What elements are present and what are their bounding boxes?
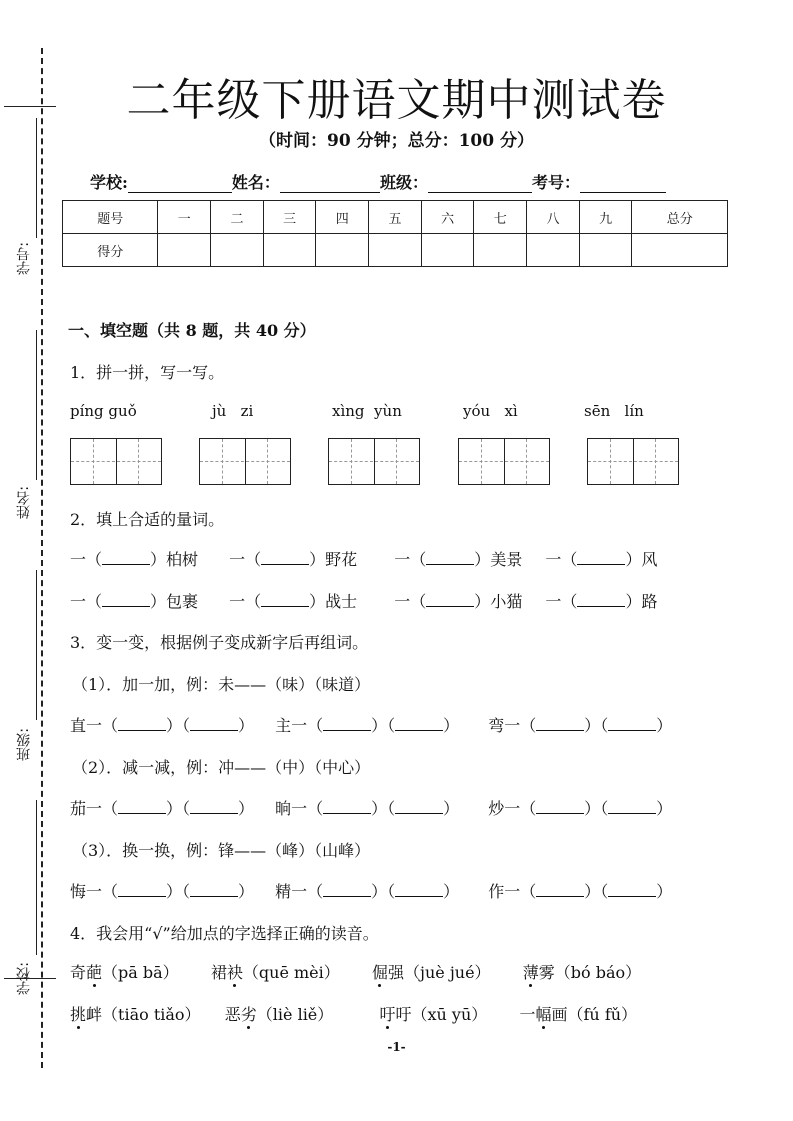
side-fill-line-2: [36, 330, 37, 480]
answer-blank[interactable]: [190, 797, 238, 814]
word-item[interactable]: [70, 963, 179, 982]
answer-blank[interactable]: [608, 880, 656, 897]
score-input-cell[interactable]: [316, 234, 369, 267]
char: 衅: [86, 1005, 103, 1024]
pinyin-1: píng guǒ: [70, 402, 137, 420]
page-title: 二年级下册语文期中测试卷: [126, 75, 667, 126]
measure-prefix: 一（: [70, 550, 103, 569]
q4-row-1: [70, 960, 641, 983]
noun: 风: [641, 550, 658, 569]
score-cell: 四: [316, 201, 369, 234]
score-cell: 九: [579, 201, 632, 234]
answer-blank[interactable]: [395, 880, 443, 897]
char: 恶: [224, 1005, 241, 1024]
pinyin-options: （pā bā）: [102, 963, 179, 982]
q1-prompt: 1．拼一拼，写一写。: [70, 363, 225, 382]
q3-part2-row: 茄一（ ）（ ） 晌一（ ）（ ） 炒一（ ）（ ）: [70, 799, 673, 818]
word-item[interactable]: [70, 1005, 201, 1024]
score-cell: 总分: [632, 201, 728, 234]
side-label-class: 班级:: [16, 728, 32, 761]
word-item[interactable]: [211, 963, 340, 982]
word-item[interactable]: [372, 963, 491, 982]
score-cell: 题号: [63, 201, 158, 234]
dotted-char: 吁: [379, 1005, 396, 1024]
q3-prompt: 3．变一变，根据例子变成新字后再组词。: [70, 633, 369, 652]
measure-blank[interactable]: [102, 590, 150, 607]
score-table-score-row: [63, 234, 728, 267]
exam-time-score: （时间：90 分钟；总分：100 分）: [259, 131, 534, 151]
noun: 小猫: [490, 592, 523, 611]
binding-cut-line: [41, 48, 43, 1068]
char: 画: [551, 1005, 568, 1024]
measure-prefix: 一（: [545, 550, 578, 569]
q2-row-1: 一（ ）柏树 一（ ）野花 一（ ）美景 一（ ）风: [70, 550, 658, 569]
score-input-cell[interactable]: [369, 234, 422, 267]
answer-blank[interactable]: [536, 797, 584, 814]
pinyin-4: yóu xì: [463, 402, 518, 420]
class-label: 班级：: [379, 173, 428, 192]
answer-blank[interactable]: [323, 714, 371, 731]
char-prompt: 精一（: [275, 882, 324, 901]
measure-prefix: 一（: [545, 592, 578, 611]
score-input-cell[interactable]: [579, 234, 632, 267]
measure-blank[interactable]: [261, 590, 309, 607]
char: 吁: [395, 1005, 412, 1024]
char-prompt: 作一（: [488, 882, 537, 901]
score-cell: 六: [421, 201, 474, 234]
score-input-cell[interactable]: [527, 234, 580, 267]
dotted-char: 劣: [240, 1005, 257, 1024]
measure-prefix: 一（: [229, 592, 262, 611]
score-input-cell[interactable]: [474, 234, 527, 267]
info-row: [90, 170, 666, 193]
dotted-char: 袂: [226, 963, 243, 982]
school-field[interactable]: [128, 174, 232, 193]
noun: 战士: [325, 592, 358, 611]
q4-row-2: [70, 1002, 637, 1025]
measure-prefix: 一（: [70, 592, 103, 611]
pinyin-options: （quē mèi）: [242, 963, 340, 982]
writing-grid[interactable]: [199, 438, 291, 485]
score-cell: 三: [263, 201, 316, 234]
side-label-school: 学校:: [16, 962, 32, 995]
pinyin-options: （bó báo）: [554, 963, 642, 982]
measure-prefix: 一（: [394, 592, 427, 611]
pinyin-2: jù zi: [212, 402, 254, 420]
q3-part1: （1）．加一加，例：未——（味）（味道）: [72, 675, 371, 694]
answer-blank[interactable]: [118, 880, 166, 897]
char-prompt: 弯一（: [488, 716, 537, 735]
char-prompt: 悔一（: [70, 882, 119, 901]
writing-grid[interactable]: [587, 438, 679, 485]
score-table: [62, 200, 728, 267]
measure-prefix: 一（: [394, 550, 427, 569]
side-label-name: 姓名:: [16, 486, 32, 519]
noun: 美景: [490, 550, 523, 569]
name-label: 姓名：: [231, 173, 280, 192]
q2-prompt: 2．填上合适的量词。: [70, 510, 225, 529]
answer-blank[interactable]: [323, 880, 371, 897]
word-item[interactable]: [379, 1005, 487, 1024]
char: 一: [519, 1005, 536, 1024]
q3-part1-row: 直一（ ）（ ） 主一（ ）（ ） 弯一（ ）（ ）: [70, 716, 673, 735]
score-cell: 二: [211, 201, 264, 234]
measure-prefix: 一（: [229, 550, 262, 569]
name-field[interactable]: [280, 174, 380, 193]
measure-blank[interactable]: [426, 590, 474, 607]
char-prompt: 主一（: [275, 716, 324, 735]
answer-blank[interactable]: [395, 714, 443, 731]
answer-blank[interactable]: [608, 714, 656, 731]
word-item[interactable]: [523, 963, 641, 982]
answer-blank[interactable]: [608, 797, 656, 814]
dotted-char: 薄: [522, 963, 539, 982]
writing-grid[interactable]: [328, 438, 420, 485]
pinyin-options: （fú fǔ）: [567, 1005, 638, 1024]
section-title: 一、填空题（共 8 题，共 40 分）: [68, 321, 316, 340]
noun: 野花: [325, 550, 358, 569]
pinyin-options: （liè liě）: [256, 1005, 334, 1024]
exam-number-label: 考号：: [531, 173, 580, 192]
answer-blank[interactable]: [190, 880, 238, 897]
measure-blank[interactable]: [261, 548, 309, 565]
answer-blank[interactable]: [323, 797, 371, 814]
char-prompt: 直一（: [70, 716, 119, 735]
class-field[interactable]: [428, 174, 532, 193]
dotted-char: 挑: [70, 1005, 87, 1024]
word-item[interactable]: [225, 1005, 334, 1024]
answer-blank[interactable]: [190, 714, 238, 731]
q3-part3: （3）．换一换，例：锋——（峰）（山峰）: [72, 841, 371, 860]
answer-blank[interactable]: [118, 714, 166, 731]
pinyin-options: （xū yū）: [411, 1005, 488, 1024]
page-number: -1-: [387, 1040, 406, 1054]
answer-blank[interactable]: [395, 797, 443, 814]
score-input-cell[interactable]: [632, 234, 728, 267]
q2-row-2: 一（ ）包裹 一（ ）战士 一（ ）小猫 一（ ）路: [70, 592, 658, 611]
score-cell: 一: [158, 201, 211, 234]
measure-blank[interactable]: [102, 548, 150, 565]
side-label-student-id: 学号:: [16, 242, 32, 275]
score-input-cell[interactable]: [421, 234, 474, 267]
pinyin-options: （juè jué）: [404, 963, 491, 982]
char-prompt: 炒一（: [488, 799, 537, 818]
dotted-char: 倔: [371, 963, 388, 982]
dotted-char: 葩: [86, 963, 103, 982]
q4-prompt: 4．我会用“√”给加点的字选择正确的读音。: [70, 924, 379, 943]
char-prompt: 晌一（: [275, 799, 324, 818]
q3-part2: （2）．减一减，例：冲——（中）（中心）: [72, 758, 371, 777]
score-cell: 八: [527, 201, 580, 234]
dotted-char: 幅: [535, 1005, 552, 1024]
measure-blank[interactable]: [577, 548, 625, 565]
score-cell: 五: [369, 201, 422, 234]
side-fill-line-3: [36, 570, 37, 720]
measure-blank[interactable]: [577, 590, 625, 607]
noun: 包裹: [166, 592, 199, 611]
score-row-label: 得分: [63, 234, 158, 267]
score-cell: 七: [474, 201, 527, 234]
noun: 路: [641, 592, 658, 611]
school-label: 学校:: [90, 173, 128, 192]
noun: 柏树: [166, 550, 199, 569]
char: 强: [387, 963, 404, 982]
measure-blank[interactable]: [426, 548, 474, 565]
word-item[interactable]: [519, 1005, 637, 1024]
score-table-header-row: [63, 201, 728, 234]
q3-part3-row: 悔一（ ）（ ） 精一（ ）（ ） 作一（ ）（ ）: [70, 882, 673, 901]
pinyin-options: （tiāo tiǎo）: [102, 1005, 201, 1024]
writing-grid[interactable]: [458, 438, 550, 485]
pinyin-5: sēn lín: [584, 402, 644, 420]
score-input-cell[interactable]: [158, 234, 211, 267]
answer-blank[interactable]: [536, 880, 584, 897]
char: 奇: [70, 963, 87, 982]
answer-blank[interactable]: [536, 714, 584, 731]
exam-number-field[interactable]: [580, 174, 666, 193]
char-prompt: 茄一（: [70, 799, 119, 818]
answer-blank[interactable]: [118, 797, 166, 814]
char: 雾: [538, 963, 555, 982]
writing-grid[interactable]: [70, 438, 162, 485]
score-input-cell[interactable]: [211, 234, 264, 267]
score-input-cell[interactable]: [263, 234, 316, 267]
char: 裙: [210, 963, 227, 982]
pinyin-3: xìng yùn: [332, 402, 402, 420]
side-fill-line-4: [36, 800, 37, 955]
